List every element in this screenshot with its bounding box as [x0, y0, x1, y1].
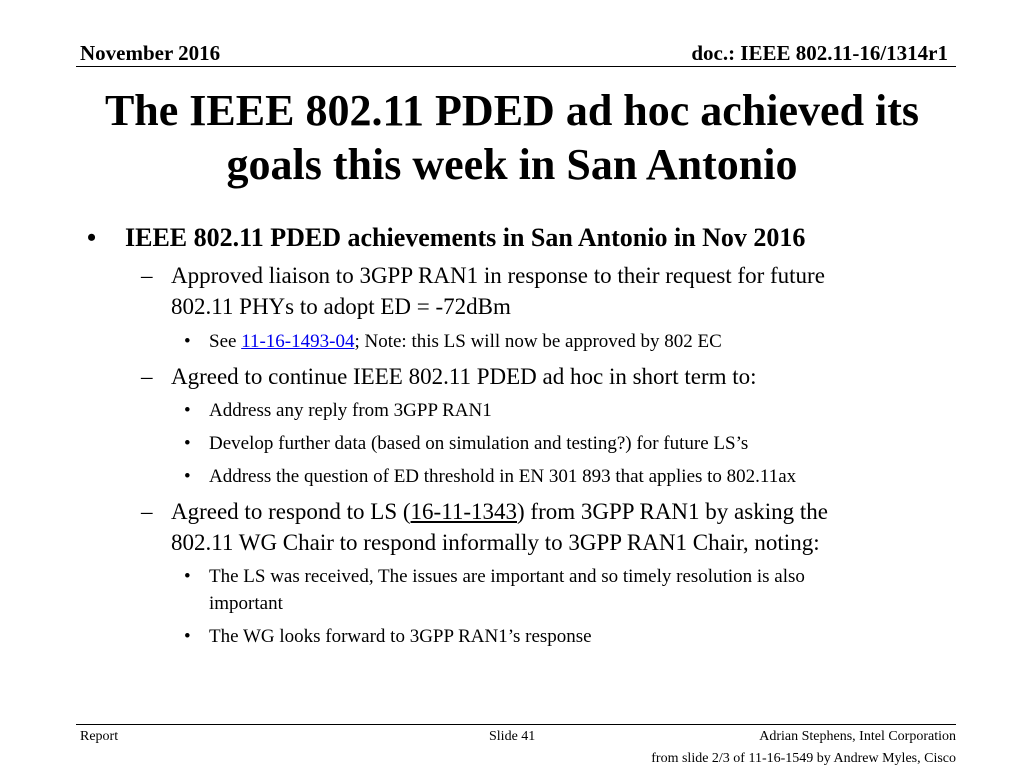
doc-link-11-16-1493-04[interactable]: 11-16-1493-04: [241, 331, 355, 352]
sub3-text-line2: 802.11 WG Chair to respond informally to 3GPP RAN1 Chair, noting:: [171, 530, 820, 555]
sub2-detail-item: [184, 463, 939, 490]
sub3-detail-text: The WG looks forward to 3GPP RAN1’s response: [209, 626, 592, 647]
slide-title-line2: goals this week in San Antonio: [226, 140, 798, 189]
sub3-text-prefix: Agreed to respond to LS (: [171, 499, 411, 524]
footer-source-note: from slide 2/3 of 11-16-1549 by Andrew Myles, Cisco: [651, 751, 956, 766]
bullet-icon: •: [184, 466, 191, 487]
footer-divider: [76, 724, 956, 725]
bullet-icon: •: [184, 626, 191, 647]
footer-report: Report: [80, 729, 119, 744]
footer-slide-number: Slide 41: [489, 729, 536, 744]
header-doc-id: doc.: IEEE 802.11-16/1314r1: [691, 41, 948, 65]
sub2-detail-text: Address the question of ED threshold in EN 301 893 that applies to 802.11ax: [209, 466, 797, 487]
main-bullet-text: IEEE 802.11 PDED achievements in San Antonio in Nov 2016: [125, 223, 806, 252]
header-date: November 2016: [80, 41, 221, 65]
header-divider: [76, 66, 956, 67]
dash-icon: –: [141, 499, 153, 524]
dash-icon: –: [141, 364, 153, 389]
main-bullet: [87, 222, 945, 254]
sub3-detail-line2: important: [209, 593, 283, 614]
sub2-detail-item: [184, 397, 939, 424]
sub1-detail-prefix: See: [209, 331, 242, 352]
footer-author: Adrian Stephens, Intel Corporation: [759, 729, 956, 744]
sub-item-approved-liaison: [141, 260, 931, 322]
slide-title: [60, 84, 964, 192]
bullet-icon: •: [184, 566, 191, 587]
sub3-text-suffix: ) from 3GPP RAN1 by asking the: [517, 499, 828, 524]
sub-item-respond-ls: [141, 496, 931, 558]
sub3-detail-item: [184, 563, 939, 617]
sub-item-continue-adhoc: [141, 361, 931, 392]
sub2-detail-text: Address any reply from 3GPP RAN1: [209, 400, 492, 421]
sub2-text: Agreed to continue IEEE 802.11 PDED ad hoc in short term to:: [171, 364, 757, 389]
dash-icon: –: [141, 263, 153, 288]
doc-link-16-11-1343[interactable]: 16-11-1343: [410, 499, 518, 524]
sub1-detail-see: [184, 328, 939, 355]
bullet-icon: •: [184, 331, 191, 352]
bullet-icon: •: [184, 400, 191, 421]
sub1-text-line2: 802.11 PHYs to adopt ED = -72dBm: [171, 294, 511, 319]
sub1-detail-suffix: ; Note: this LS will now be approved by 802 EC: [354, 331, 722, 352]
sub2-detail-item: [184, 430, 939, 457]
bullet-icon: •: [184, 433, 191, 454]
sub3-detail-line1: The LS was received, The issues are important and so timely resolution is also: [209, 566, 805, 587]
sub3-detail-item: [184, 623, 939, 650]
sub2-detail-text: Develop further data (based on simulation and testing?) for future LS’s: [209, 433, 749, 454]
bullet-icon: •: [87, 223, 97, 252]
slide-title-line1: The IEEE 802.11 PDED ad hoc achieved its: [104, 86, 920, 135]
sub1-text-line1: Approved liaison to 3GPP RAN1 in response to their request for future: [171, 263, 825, 288]
